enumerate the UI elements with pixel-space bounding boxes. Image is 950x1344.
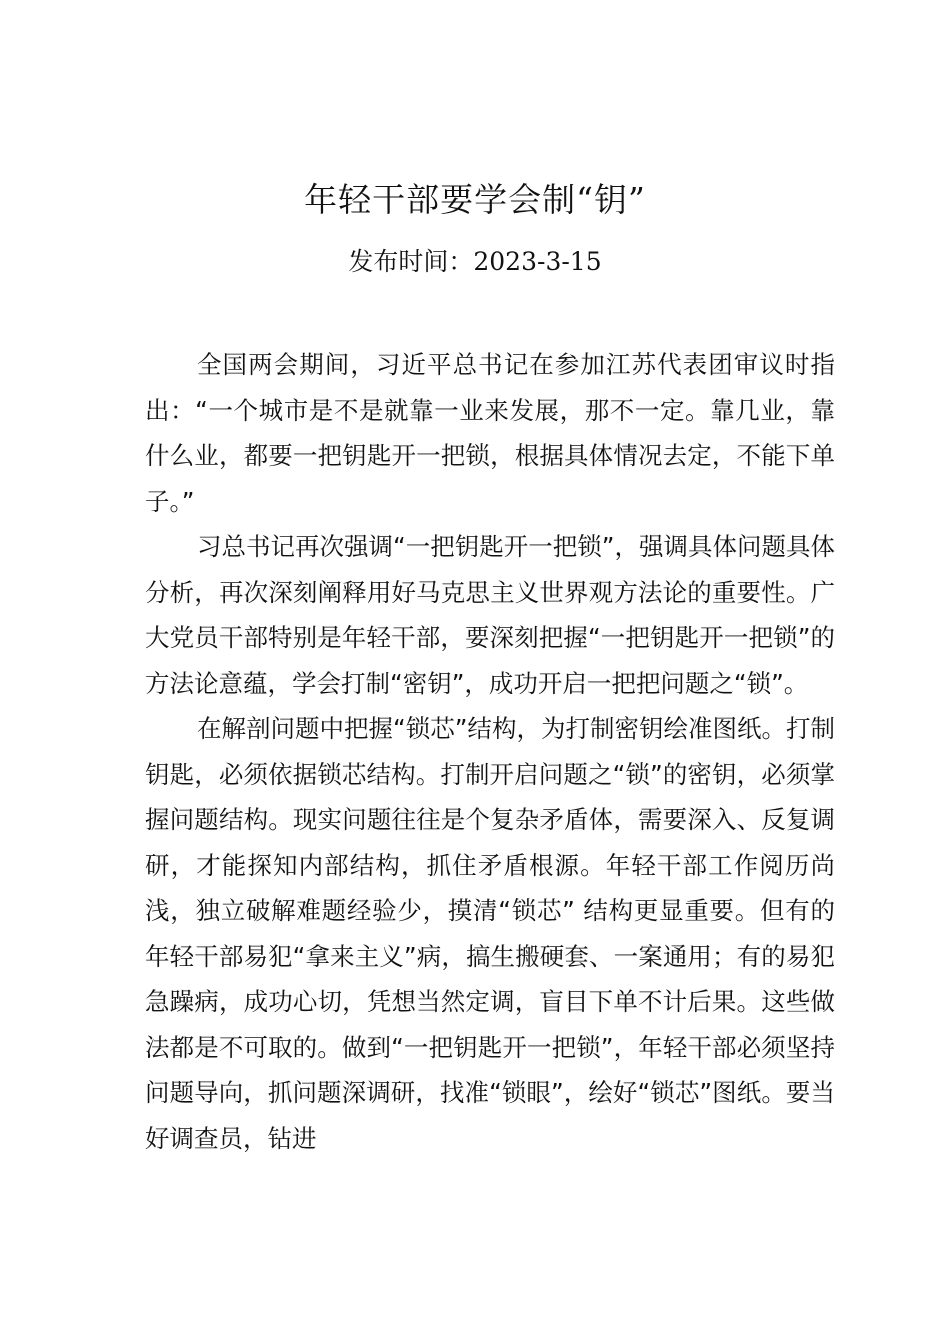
article-title: 年轻干部要学会制“钥” xyxy=(304,180,646,219)
paragraph-2: 习总书记再次强调“一把钥匙开一把锁”，强调具体问题具体分析，再次深刻阐释用好马克思主义世界观方法论的重要性。广大党员干部特别是年轻干部，要深刻把握“一把钥匙开一把锁”的方法论意蕴，学会打制“密钥”，成功开启一把把问题之“锁”。 xyxy=(145,532,835,698)
paragraph-1: 全国两会期间，习近平总书记在参加江苏代表团审议时指出：“一个城市是不是就靠一业来发展，那不一定。靠几业，靠什么业，都要一把钥匙开一把锁，根据具体情况去定，不能下单子。” xyxy=(145,350,835,516)
publish-date-value: 2023-3-15 xyxy=(473,247,602,276)
publish-date xyxy=(0,240,950,284)
publish-date-label: 发布时间： xyxy=(348,247,474,276)
article-body xyxy=(145,342,835,1161)
paragraph-3: 在解剖问题中把握“锁芯”结构，为打制密钥绘准图纸。打制钥匙，必须依据锁芯结构。打制开启问题之“锁”的密钥，必须掌握问题结构。现实问题往往是个复杂矛盾体，需要深入、反复调研，才能探知内部结构，抓住矛盾根源。年轻干部工作阅历尚浅，独立破解难题经验少，摸清“锁芯” 结构更显重要。但有的年轻干部易犯“拿来主义”病，搞生搬硬套、一案通用；有的易犯急躁病，成功心切，凭想当然定调，盲目下单不计后果。这些做法都是不可取的。做到“一把钥匙开一把锁”，年轻干部必须坚持问题导向，抓问题深调研，找准“锁眼”，绘好“锁芯”图纸。要当好调查员，钻进 xyxy=(145,714,835,1153)
